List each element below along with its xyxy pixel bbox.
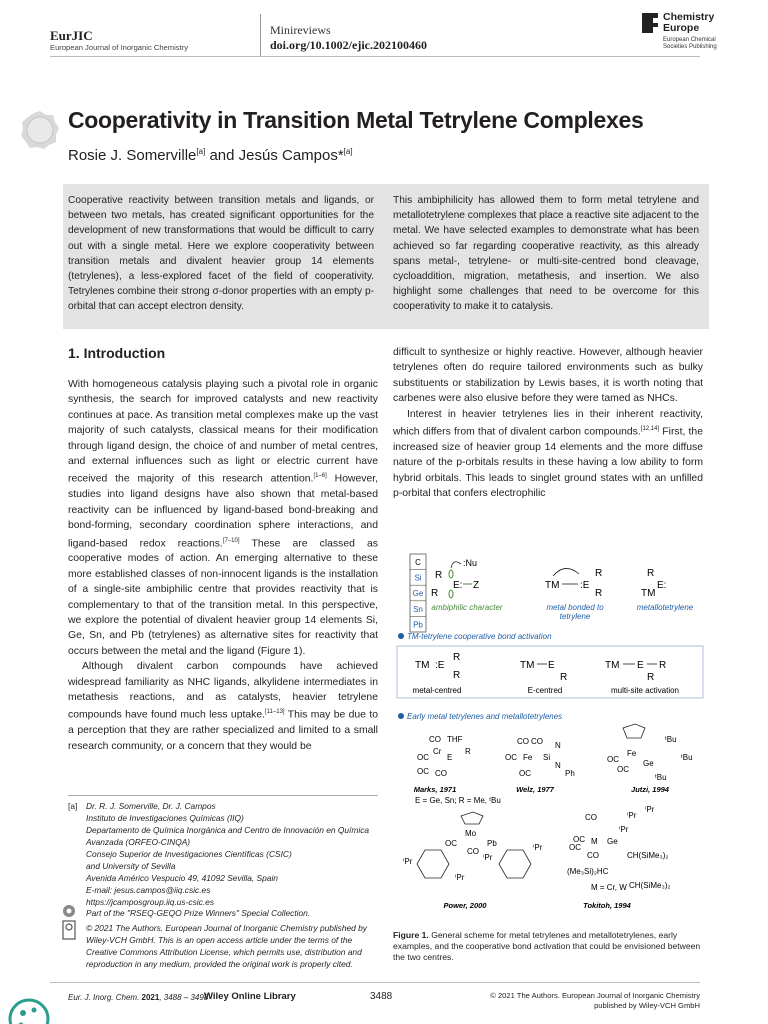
svg-text:E: E [637,660,644,671]
journal-name: EurJIC [50,28,93,43]
metal-bonded-structure [545,568,602,599]
svg-text:ⁱPr: ⁱPr [533,843,543,852]
complex-label: Welz, 1977 [516,785,554,794]
group-website-link[interactable]: https://jcamposgroup.iiq.us-csic.es [86,897,215,907]
svg-text:ᵗBu: ᵗBu [665,735,677,744]
svg-text:ⁱPr: ⁱPr [627,811,637,820]
panel-label: tetrylene [559,612,591,621]
svg-text:CO: CO [467,847,479,856]
svg-text:N: N [555,761,561,770]
svg-text:CH(SiMe₃)₂: CH(SiMe₃)₂ [629,881,671,890]
svg-text:OC: OC [607,755,619,764]
body-column-left [68,377,378,754]
email-link[interactable]: E-mail: jesus.campos@iiq.csic.es [86,885,211,895]
svg-text:R: R [595,568,603,579]
svg-text:Ge: Ge [607,837,618,846]
open-access-badge-icon[interactable] [8,998,50,1024]
svg-text:R: R [453,652,461,663]
svg-text:N: N [555,741,561,750]
panel-label: metal bonded to [546,603,604,612]
svg-text:M: M [591,837,598,846]
author-list: Rosie J. Somerville[a] and Jesús Campos*[a] [68,147,353,164]
publisher-subtitle: European Chemical Societies Publishing [663,37,717,50]
element-list [410,554,426,632]
complex-note: M = Cr, W [591,883,627,892]
svg-text:Si: Si [543,753,551,762]
svg-text:CO: CO [517,737,529,746]
svg-text:(Me₃Si)₂HC: (Me₃Si)₂HC [567,867,609,876]
page-number: 3488 [370,991,393,1002]
element-label: Si [414,573,422,583]
svg-text:OC: OC [505,753,517,762]
svg-text::E: :E [435,660,445,671]
svg-text:E:: E: [453,580,463,591]
svg-text:ⁱPr: ⁱPr [619,825,629,834]
footer-rule [50,982,700,983]
svg-text:THF: THF [447,735,463,744]
figure-label: Figure 1. [393,930,429,940]
svg-text:OC: OC [617,765,629,774]
special-collection-note: Part of the "RSEQ-GEQO Prize Winners" Special Collection. [86,908,311,918]
affiliation-footnote: [a] Dr. R. J. Somerville, Dr. J. Campos Instituto de Investigaciones Químicas (IIQ) Departamento de Química Inorgánica and Centro de Innovación en Química Avanzada (ORFEO-CINQA) Consejo Superior de Investigaciones Científicas (CSIC) and University of Sevilla Avenida Américo Vespucio 49, 41092 Sevilla, Spain E-mail: jesus.campos@iiq.csic.es https://jcamposgroup.iiq.us-csic.es [68,800,380,908]
citation-ref[interactable]: [11–13] [265,709,285,716]
svg-text:TM: TM [545,580,560,591]
header-rule [50,56,700,57]
panel-label: E-centred [527,686,563,695]
journal-full-name: European Journal of Inorganic Chemistry [50,43,189,52]
svg-text:Pb: Pb [487,839,497,848]
figure-1-scheme [395,550,705,930]
body-column-right [393,345,703,502]
svg-text:Z: Z [473,580,480,591]
figure-caption: Figure 1. General scheme for metal tetrylenes and metallotetrylenes, early examples, and the cooperative bond activation that could be envisioned between the two centres. [393,930,701,962]
svg-text:R: R [647,672,655,683]
wiley-online-library-link[interactable]: Wiley Online Library [204,991,296,1002]
complex-label: Marks, 1971 [413,785,457,794]
doi-link[interactable]: doi.org/10.1002/ejic.202100460 [270,38,427,52]
element-label: C [415,558,421,567]
svg-text:R: R [647,568,655,579]
abstract-right: This ambiphilicity has allowed them to form metal tetrylene and metallotetrylene complexes that place a reactive site adjacent to the metal. We have selected examples to demonstrate what has been achieved so far regarding cooperative reactivity, as this already spans metal-, tetrylene- or multi-site-centred bond cleavage, cycloaddition, migration, metathesis, and insertion. We also highlight some challenges that need to be overcome for this cooperativity to make it to catalysis. [393,195,699,313]
svg-text:CO: CO [585,813,597,822]
publisher-logo-text: Chemistry Europe [663,11,715,34]
svg-text:R: R [453,670,461,681]
svg-text:Mo: Mo [465,829,477,838]
figure-section-title: TM-tetrylene cooperative bond activation [407,632,552,641]
header-divider [260,14,261,56]
svg-text:CO: CO [429,735,441,744]
svg-text:OC: OC [573,835,585,844]
svg-text:Ge: Ge [643,759,654,768]
footnote-label: [a] [68,801,78,811]
svg-text:CO: CO [435,769,447,778]
chemistry-europe-logo-icon [642,13,658,33]
svg-text:R: R [659,660,667,671]
citation-line: Eur. J. Inorg. Chem. 2021, 3488 – 3498 [68,993,209,1002]
license-note: © 2021 The Authors. European Journal of Inorganic Chemistry published by Wiley-VCH GmbH. This is an open access article under the terms of the Creative Commons Attribution License, which permits use, distribution and reproduction in any medium, provided the original work is properly cited. [86,923,367,969]
review-seal-icon [20,110,60,150]
svg-text:OC: OC [445,839,457,848]
element-label: Sn [413,604,423,614]
svg-text:E: E [447,753,453,762]
figure-section-title: Early metal tetrylenes and metallotetrylenes [407,712,563,721]
paragraph: With homogeneous catalysis playing such a pivotal role in organic synthesis, the search for improved catalysts and new reactivity continues at pace. As transition metal complexes make up the vast majority of such catalysts, classical means for their modification through ligand design, the choice of and number of metal centres, and external influences such as light or electric current have received the majority of this research attention.[1–6] However, studies into ligand designs have also shown that metal-based reactivity can be influenced by ligand-based bond-breaking and bond-forming, secondary coordination sphere interactions, and ligand-based redox reactions.[7–10] These are classed as cooperative modes of action. An emerging alternative to these more established classes of non-innocent ligands is the installation of a single-site ambiphilic centre that provides reactivity that is complementary to that of the transition metal. In this perspective, we explore the potential of divalent heavier group 14 elements Si, Ge, Sn, and Pb (tetrylenes) as alternative sites for reactivity that occurs between the metal and the ligand (Figure 1). [68,379,378,657]
citation-ref[interactable]: [12,14] [640,426,660,433]
svg-text:Fe: Fe [523,753,533,762]
svg-text:ᵗBu: ᵗBu [655,773,667,782]
svg-text:ⁱPr: ⁱPr [403,857,413,866]
svg-text:TM: TM [605,660,620,671]
nucleophile-label: :Nu [463,558,478,568]
affiliation-marker: [a] [343,147,353,156]
complex-label: Power, 2000 [443,901,487,910]
element-label: Ge [412,589,424,599]
svg-text:ⁱPr: ⁱPr [483,853,493,862]
svg-text:CO: CO [587,851,599,860]
svg-text:R: R [465,747,471,756]
svg-text:R: R [595,588,603,599]
svg-text:TM: TM [641,588,656,599]
svg-text:CH(SiMe₃)₂: CH(SiMe₃)₂ [627,851,669,860]
svg-text::E: :E [580,580,590,591]
complex-note: E = Ge, Sn; R = Me, ᵗBu [415,796,501,805]
complex-label: Jutzi, 1994 [631,785,669,794]
svg-text:ⁱPr: ⁱPr [455,873,465,882]
article-section: Minireviews [270,23,331,37]
element-label: Pb [413,620,423,630]
svg-text:R: R [431,588,439,599]
svg-text:R: R [560,672,568,683]
abstract-left: Cooperative reactivity between transition metals and ligands, or between two metals, has created significant opportunities for the development of new transformations that would be difficult to carry out with a single metal. Here we explore cooperativity between transition metals and divalent heavier group 14 elements (tetrylenes), a less-explored facet of the field of cooperativity. Tetrylenes combine their strong σ-donor properties with an empty p-orbital that can accept electron density. [68,195,374,313]
svg-text:E: E [548,660,555,671]
panel-label: ambiphilic character [431,603,503,612]
svg-text:OC: OC [569,843,581,852]
metallotetrylene-structure [641,568,666,599]
paragraph: Interest in heavier tetrylenes lies in their inherent reactivity, which differs from that of divalent carbon compounds.[12,14] First, the increased size of heavier group 14 elements and the more diffuse nature of the p-orbitals results in these having a low ability to form hybrid orbitals. This leads to singlet ground states with an unfilled p-orbital that confers electrophilic [393,408,703,500]
citation-ref[interactable]: [7–10] [222,537,240,544]
svg-text:OC: OC [417,767,429,776]
panel-label: metallotetrylene [636,603,694,612]
ambiphilic-structure [431,558,479,599]
svg-text:TM: TM [415,660,430,671]
svg-text:CO: CO [531,737,543,746]
svg-text:OC: OC [519,769,531,778]
citation-ref[interactable]: [1–6] [313,473,327,480]
svg-text:OC: OC [417,753,429,762]
panel-label: multi-site activation [610,686,680,695]
svg-text:Ph: Ph [565,769,575,778]
copyright-notice: © 2021 The Authors. European Journal of Inorganic Chemistry published by Wiley-VCH GmbH [490,991,700,1010]
author-name[interactable]: Rosie J. Somerville [68,147,197,164]
svg-text:Cr: Cr [433,747,442,756]
open-access-icon [62,920,76,940]
svg-text:ⁱPr: ⁱPr [645,805,655,814]
paragraph: Although divalent carbon compounds have achieved widespread familiarity as NHC ligands, alkylidene intermediates in metathesis reactions, and as catalysts, heavier tetrylene compounds have found much less uptake.[11–13] This may be due to a perception that they are rather specialized and limited to a small research community, or a concern that they would be [68,661,378,752]
svg-text:E:: E: [657,580,667,591]
section-heading: 1. Introduction [68,345,166,361]
special-collection-icon [62,904,76,918]
svg-text:ᵗBu: ᵗBu [681,753,693,762]
panel-label: metal-centred [412,686,462,695]
article-title: Cooperativity in Transition Metal Tetrylene Complexes [68,107,644,133]
svg-text:R: R [435,570,443,581]
svg-text:Fe: Fe [627,749,637,758]
paragraph: difficult to synthesize or highly reactive. However, although heavier tetrylenes often do require tailored environments such as bulky substituents or stabilization by Lewis bases, it is worth noting that carbenes were also elusive before they were tamed as NHCs. [393,347,703,405]
author-name[interactable]: Jesús Campos* [238,147,344,164]
footnote-rule [68,795,378,796]
affiliation-marker: [a] [196,147,206,156]
complex-label: Tokitoh, 1994 [583,901,631,910]
svg-text:TM: TM [520,660,535,671]
